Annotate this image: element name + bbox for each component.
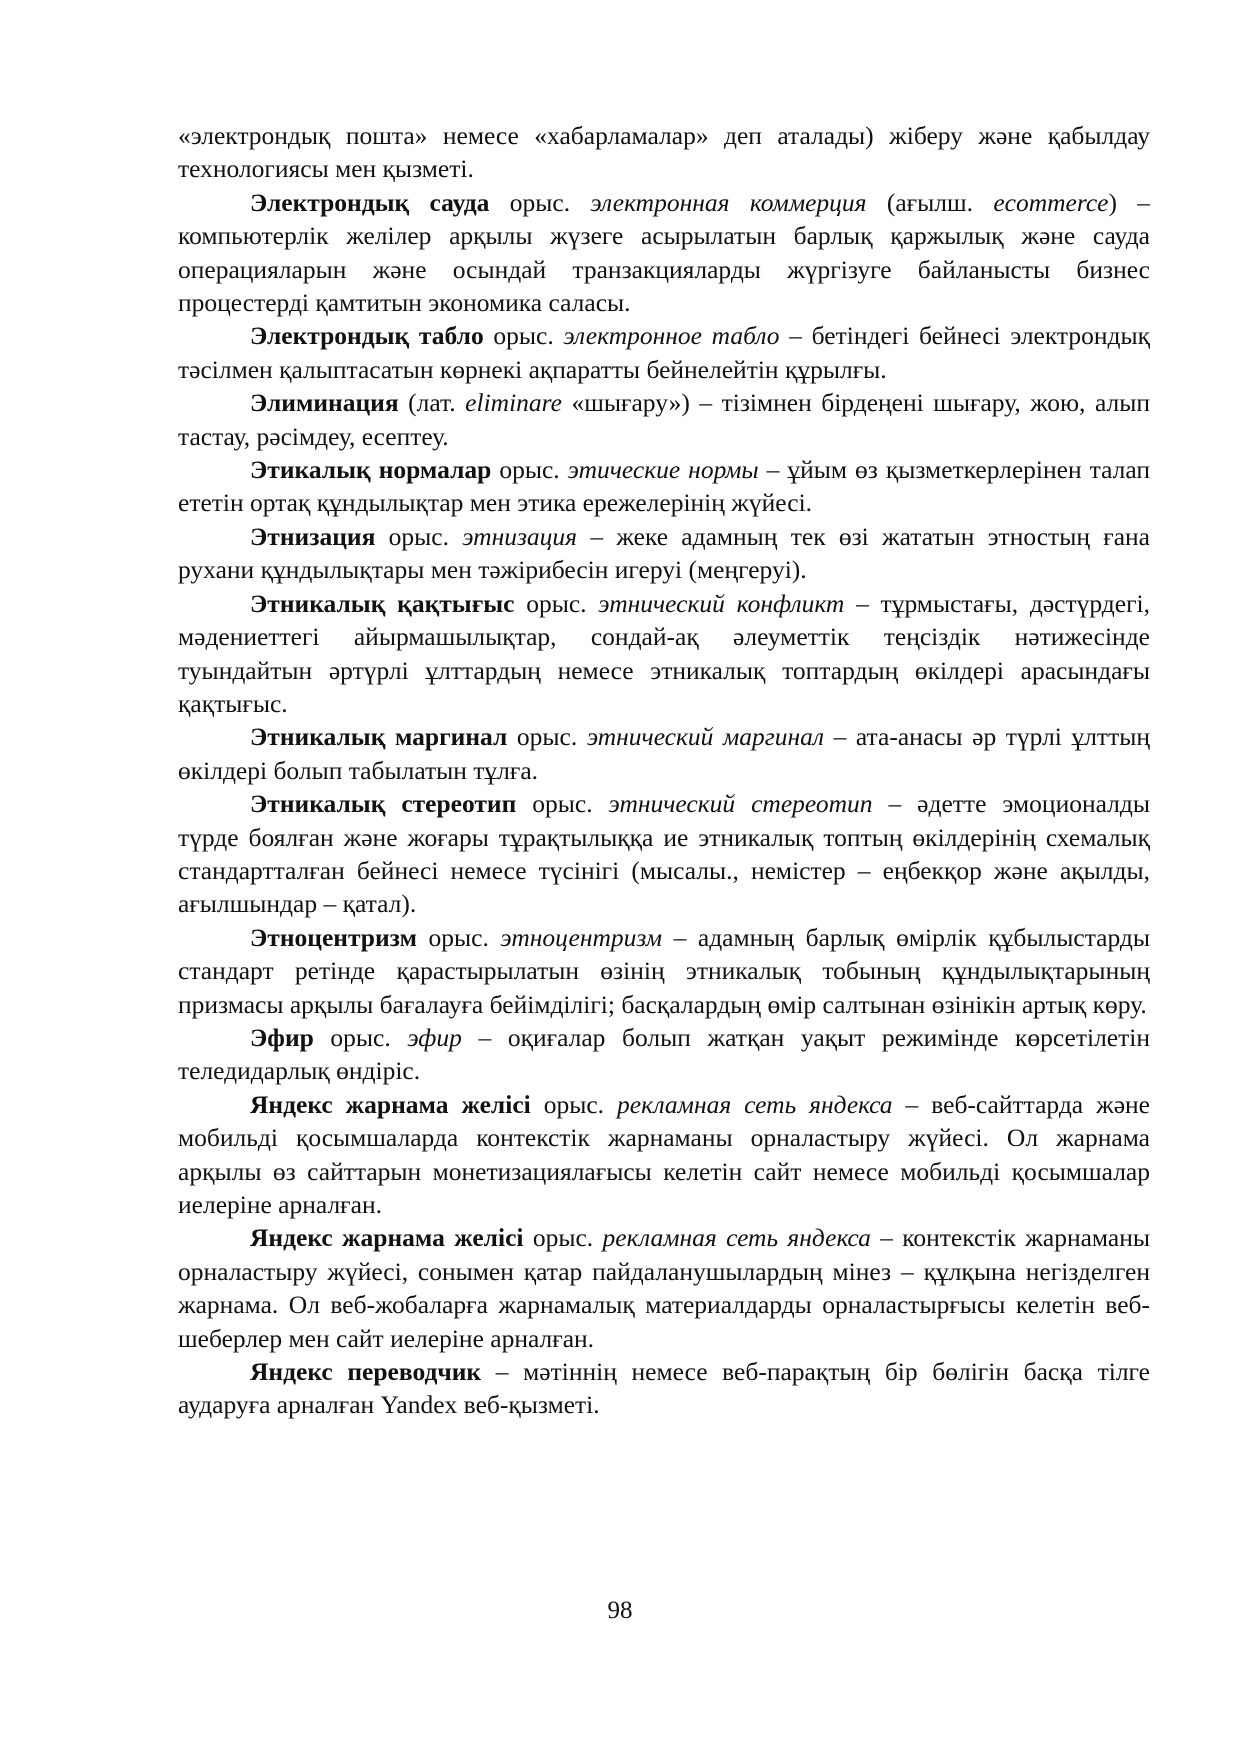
- entry-term: Этникалық қақтығыс: [250, 588, 515, 618]
- entry-russian: эфир: [407, 1022, 462, 1052]
- glossary-entry-elimination: [178, 386, 1150, 453]
- entry-term: Яндекс переводчик: [250, 1357, 482, 1387]
- entry-definition: «шығару») – тізімнен бірдеңені шығару, жою, алып тастау, рәсімдеу, есептеу.: [178, 388, 1150, 451]
- entry-definition: – контекстік жарнаманы орналастыру жүйесі, сонымен қатар пайдаланушылардың мінез – құлқына негізделген жарнама. Ол веб-жобаларға жарнамалық материалдарды орналастырғысы келетін веб-шеберлер мен сайт иелеріне арналған.: [178, 1223, 1150, 1353]
- glossary-entry-electronic-commerce: [178, 186, 1150, 320]
- entry-lang: орыс.: [416, 922, 501, 952]
- glossary-entry-ethnocentrism: [178, 921, 1150, 1021]
- glossary-entry-yandex-translator: [178, 1355, 1150, 1422]
- glossary-entry-ethnization: [178, 520, 1150, 587]
- entry-term: Яндекс жарнама желісі: [250, 1223, 524, 1253]
- entry-lang: орыс.: [516, 789, 609, 819]
- entry-mid: (ағылш.: [866, 187, 994, 217]
- entry-russian: рекламная сеть яндекса: [602, 1223, 871, 1253]
- entry-term: Этикалық нормалар: [250, 455, 492, 485]
- entry-term: Этникалық маргинал: [250, 722, 508, 752]
- entry-russian: этнический стереотип: [608, 789, 873, 819]
- entry-definition: – әдетте эмоционалды түрде боялған және жоғары тұрақтылыққа ие этникалық топтың өкілдерінің схемалық стандартталған бейнесі немесе түсінігі (мысалы., немістер – еңбекқор және ақылды, ағылшындар – қатал).: [178, 789, 1150, 919]
- glossary-entry-ethnic-stereotype: [178, 787, 1150, 921]
- entry-russian: электронное табло: [563, 321, 780, 351]
- entry-lang: орыс.: [491, 455, 568, 485]
- entry-russian: электронная коммерция: [590, 187, 867, 217]
- entry-lang: орыс.: [507, 722, 587, 752]
- entry-term: Электрондық сауда: [250, 187, 490, 217]
- glossary-entry-ethnic-conflict: [178, 587, 1150, 721]
- glossary-entry-broadcast: [178, 1021, 1150, 1088]
- entry-english: ecommerce: [993, 187, 1109, 217]
- entry-lang: орыс.: [489, 187, 591, 217]
- entry-definition: – жеке адамның тек өзі жататын этностың ғана рухани құндылықтары мен тәжірибесін игеруі (меңгеруі).: [178, 521, 1150, 585]
- entry-russian: этнический конфликт: [598, 588, 845, 618]
- glossary-entry-ethical-norms: [178, 453, 1150, 520]
- glossary-entry-yandex-ad-network-2: [178, 1221, 1150, 1355]
- entry-term: Электрондық табло: [250, 321, 484, 351]
- entry-latin: eliminare: [465, 388, 562, 418]
- page-number: 98: [607, 1597, 633, 1624]
- glossary-entry-yandex-ad-network-1: [178, 1088, 1150, 1222]
- entry-russian: этнический маргинал: [586, 722, 824, 752]
- entry-definition: ) – компьютерлік желілер арқылы жүзеге асырылатын барлық қаржылық және сауда операцияларын және осындай транзакцияларды жүргізуге байланысты бизнес процестерді қамтитын экономика саласы.: [178, 187, 1151, 318]
- entry-term: Этнизация: [250, 521, 376, 551]
- entry-term: Яндекс жарнама желісі: [250, 1089, 531, 1119]
- entry-russian: этнизация: [462, 521, 578, 551]
- glossary-text: [178, 119, 1150, 1422]
- entry-russian: рекламная сеть яндекса: [617, 1089, 893, 1119]
- entry-lang: орыс.: [375, 521, 463, 551]
- entry-definition: – веб-сайттарда және мобильді қосымшаларда контекстік жарнаманы орналастыру жүйесі. Ол жарнама арқылы өз сайттарын монетизациялағысы келетін сайт немесе мобильді қосымшалар иелеріне арналған.: [178, 1089, 1151, 1219]
- entry-definition: – адамның барлық өмірлік құбылыстарды стандарт ретінде қарастырылатын өзінің этникалық тобының құндылықтарының призмасы арқылы бағалауға бейімділігі; басқалардың өмір салтынан өзінікін артық көру.: [178, 922, 1150, 1019]
- entry-definition: – ұйым өз қызметкерлерінен талап ететін ортақ құндылықтар мен этика ережелерінің жүйесі.: [178, 455, 1150, 518]
- entry-term: Эфир: [250, 1022, 314, 1052]
- entry-term: Элиминация: [250, 388, 399, 418]
- continuation-paragraph: «электрондық пошта» немесе «хабарламалар» деп аталады) жіберу және қабылдау технологиясы мен қызметі.: [178, 121, 1150, 184]
- entry-lang: орыс.: [523, 1223, 603, 1253]
- glossary-entry-ethnic-marginal: [178, 720, 1150, 787]
- entry-russian: этноцентризм: [500, 922, 662, 952]
- glossary-entry-electronic-board: [178, 319, 1150, 386]
- entry-definition: – тұрмыстағы, дәстүрдегі, мәдениеттегі айырмашылықтар, сондай-ақ әлеуметтік теңсіздік нәтижесінде туындайтын әртүрлі ұлттардың немесе этникалық топтардың өкілдері арасындағы қақтығыс.: [178, 588, 1150, 718]
- entry-lang: орыс.: [313, 1022, 408, 1052]
- entry-russian: этические нормы: [567, 455, 759, 485]
- entry-lang: (лат.: [398, 388, 466, 418]
- entry-definition: – бетіндегі бейнесі электрондық тәсілмен қалыптасатын көрнекі ақпаратты бейнелейтін құрылғы.: [178, 321, 1151, 384]
- entry-term: Этноцентризм: [250, 922, 417, 952]
- entry-definition: – мәтіннің немесе веб-парақтың бір бөлігін басқа тілге аударуға арналған Yandex веб-қызметі.: [178, 1357, 1150, 1420]
- entry-lang: орыс.: [530, 1089, 617, 1119]
- entry-definition: – оқиғалар болып жатқан уақыт режимінде көрсетілетін теледидарлық өндіріс.: [178, 1022, 1150, 1086]
- entry-term: Этникалық стереотип: [250, 789, 517, 819]
- entry-lang: орыс.: [483, 321, 564, 351]
- entry-definition: – ата-анасы әр түрлі ұлттың өкілдері болып табылатын тұлға.: [178, 722, 1150, 785]
- entry-lang: орыс.: [514, 588, 599, 618]
